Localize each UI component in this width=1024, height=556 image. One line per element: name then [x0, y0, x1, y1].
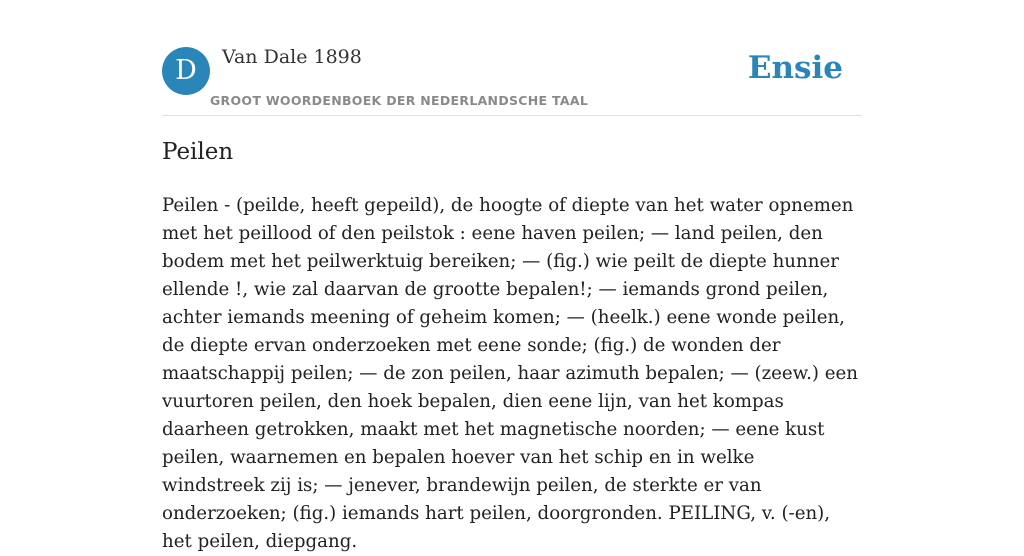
entry-definition: Peilen - (peilde, heeft gepeild), de hoogte of diepte van het water opnemen met het peillood of den peilstok : eene haven peilen; — land peilen, den bodem met het peilwerktuig bereiken; — (fig.) wie peilt de diepte hunner ellende !, wie zal daarvan de grootte bepalen!; — iemands grond peilen, achter iemands meening of geheim komen; — (heelk.) eene wonde peilen, de diepte ervan onderzoeken met eene sonde; (fig.) de wonden der maatschappij peilen; — de zon peilen, haar azimuth bepalen; — (zeew.) een vuurtoren peilen, den hoek bepalen, dien eene lijn, van het kompas daarheen getrokken, maakt met het magnetische noorden; — eene kust peilen, waarnemen en bepalen hoever van het schip en in welke windstreek zij is; — jenever, brandewijn peilen, de sterkte er van onderzoeken; (fig.) iemands hart peilen, doorgronden. PEILING, v. (-en), het peilen, diepgang.	[162, 195, 858, 552]
page-header	[162, 44, 862, 116]
source-subtitle: GROOT WOORDENBOEK DER NEDERLANDSCHE TAAL	[210, 93, 589, 108]
source-title[interactable]: Van Dale 1898	[222, 46, 362, 68]
source-logo-icon[interactable]: D	[162, 47, 210, 95]
header-divider	[162, 115, 862, 116]
page-title: Peilen	[162, 139, 234, 165]
brand-logo[interactable]: Ensie	[747, 50, 843, 86]
